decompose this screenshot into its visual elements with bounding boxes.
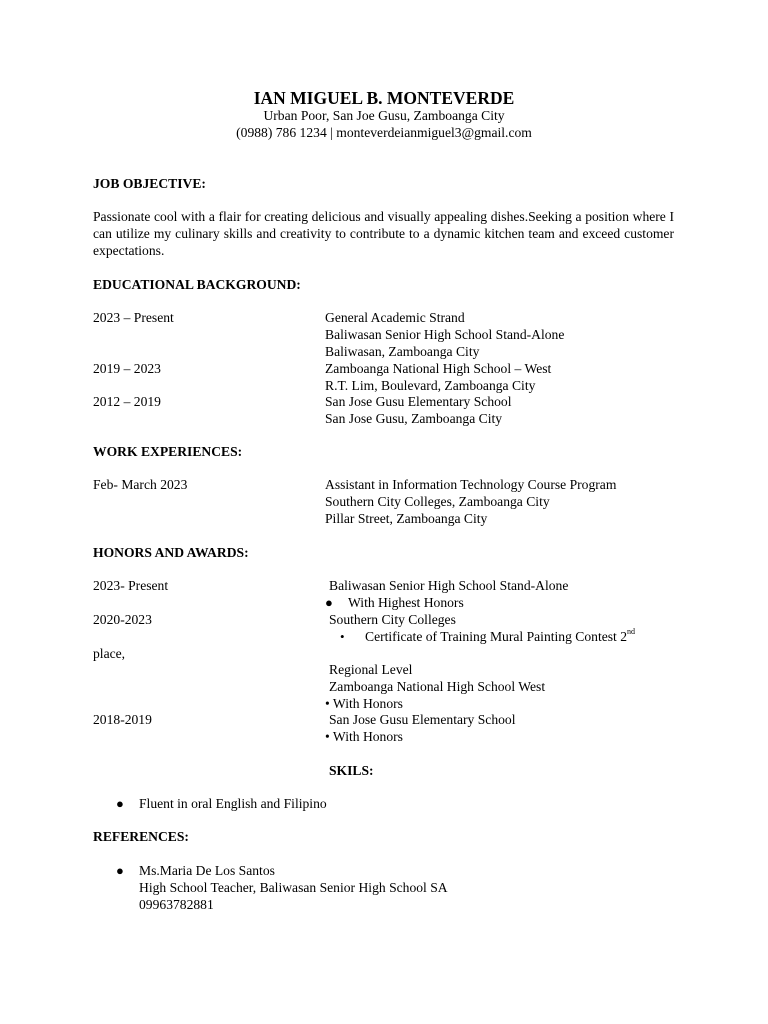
references-heading: REFERENCES: bbox=[93, 829, 189, 844]
work-line: Pillar Street, Zamboanga City bbox=[325, 511, 488, 526]
education-period: 2023 – Present bbox=[93, 310, 174, 325]
education-period: 2019 – 2023 bbox=[93, 361, 161, 376]
bullet-icon: ● bbox=[325, 595, 333, 610]
education-line: San Jose Gusu Elementary School bbox=[325, 394, 512, 409]
education-line: San Jose Gusu, Zamboanga City bbox=[325, 411, 503, 426]
honors-award-cont: place, bbox=[93, 646, 126, 661]
honors-school: Zamboanga National High School West bbox=[329, 679, 546, 694]
honors-period: 2020-2023 bbox=[93, 612, 152, 627]
education-line: Baliwasan Senior High School Stand-Alone bbox=[325, 327, 565, 342]
objective-heading: JOB OBJECTIVE: bbox=[93, 176, 206, 191]
education-heading: EDUCATIONAL BACKGROUND: bbox=[93, 277, 301, 292]
reference-name: Ms.Maria De Los Santos bbox=[139, 863, 275, 878]
honors-award: • With Honors bbox=[325, 729, 403, 744]
bullet-icon: ● bbox=[116, 796, 124, 811]
honors-school: San Jose Gusu Elementary School bbox=[329, 712, 516, 727]
honors-school: Southern City Colleges bbox=[329, 612, 456, 627]
honors-level: Regional Level bbox=[329, 662, 413, 677]
bullet-icon: ● bbox=[116, 863, 124, 878]
honors-award: Certificate of Training Mural Painting Contest 2nd bbox=[365, 627, 636, 644]
skills-heading: SKILS: bbox=[329, 763, 374, 778]
education-period: 2012 – 2019 bbox=[93, 394, 161, 409]
honors-school: Baliwasan Senior High School Stand-Alone bbox=[329, 578, 569, 593]
skill-item: Fluent in oral English and Filipino bbox=[139, 796, 327, 811]
reference-phone: 09963782881 bbox=[139, 897, 214, 912]
address: Urban Poor, San Joe Gusu, Zamboanga City bbox=[263, 108, 505, 123]
resume-name: IAN MIGUEL B. MONTEVERDE bbox=[253, 88, 515, 108]
honors-period: 2023- Present bbox=[93, 578, 169, 593]
work-line: Assistant in Information Technology Course Program bbox=[325, 477, 617, 492]
education-line: Zamboanga National High School – West bbox=[325, 361, 552, 376]
work-heading: WORK EXPERIENCES: bbox=[93, 444, 243, 459]
contact-line: (0988) 786 1234 | monteverdeianmiguel3@gmail.com bbox=[236, 125, 532, 140]
honors-heading: HONORS AND AWARDS: bbox=[93, 545, 249, 560]
bullet-icon: • bbox=[340, 629, 345, 644]
honors-award: • With Honors bbox=[325, 696, 403, 711]
work-period: Feb- March 2023 bbox=[93, 477, 188, 492]
work-line: Southern City Colleges, Zamboanga City bbox=[325, 494, 550, 509]
reference-position: High School Teacher, Baliwasan Senior High School SA bbox=[139, 880, 448, 895]
education-line: Baliwasan, Zamboanga City bbox=[325, 344, 480, 359]
objective-text: Passionate cool with a flair for creating delicious and visually appealing dishes.Seeking a position where I can utilize my culinary skills and creativity to contribute to a dynamic kitchen team and exceed customer expectations. bbox=[93, 209, 674, 258]
education-line: R.T. Lim, Boulevard, Zamboanga City bbox=[325, 378, 536, 393]
honors-period: 2018-2019 bbox=[93, 712, 152, 727]
honors-award: With Highest Honors bbox=[348, 595, 464, 610]
education-line: General Academic Strand bbox=[325, 310, 465, 325]
